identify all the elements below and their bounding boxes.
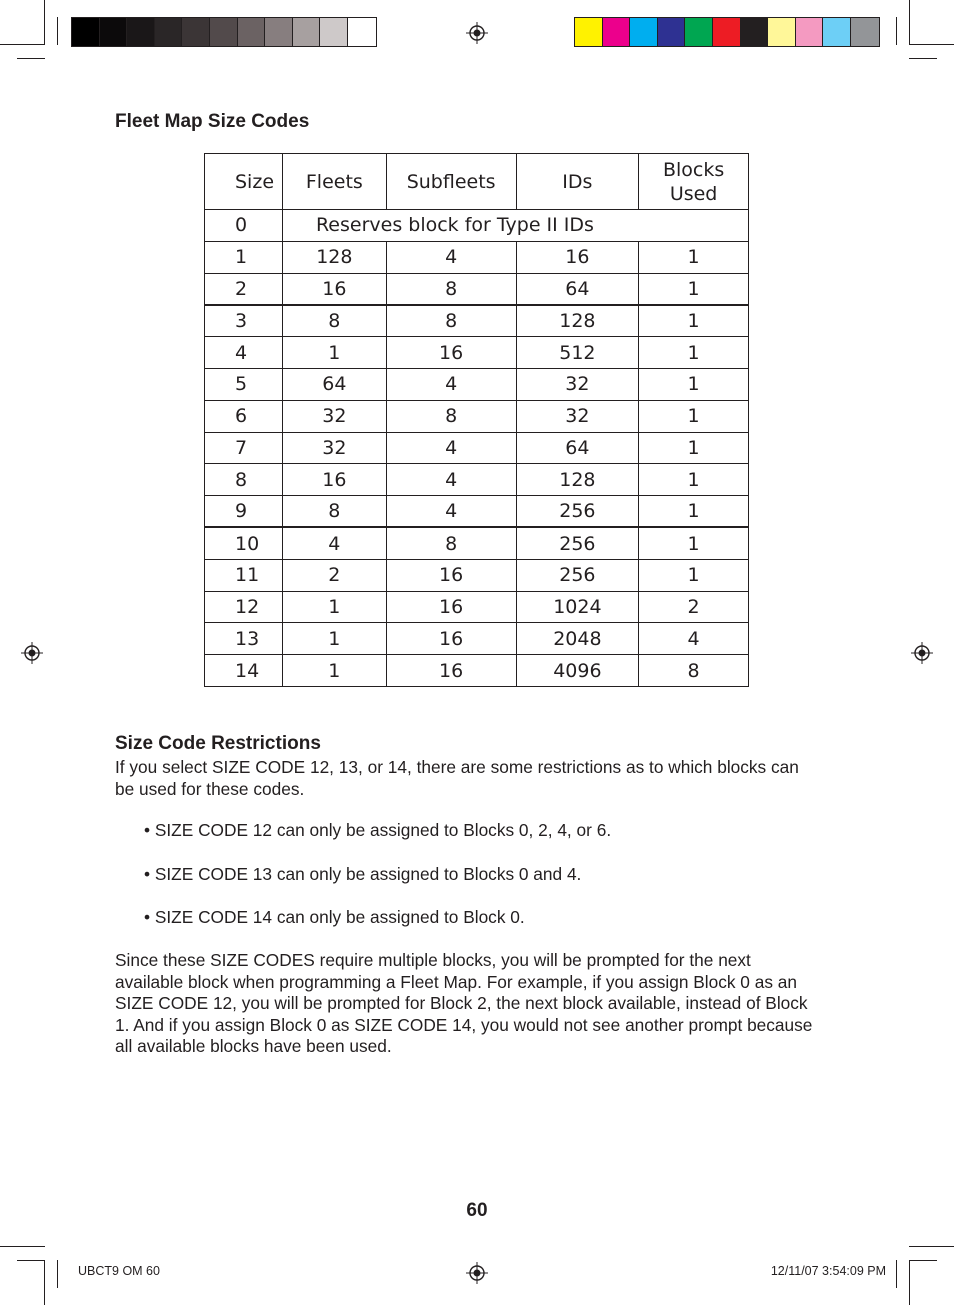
bullet-item: • SIZE CODE 13 can only be assigned to Blocks 0 and 4.: [144, 864, 582, 884]
table-cell: 8: [386, 527, 516, 559]
table-cell: 6: [205, 400, 283, 432]
process-color-bar: [574, 17, 880, 47]
closing-paragraph: [115, 950, 850, 1058]
color-swatch: [100, 18, 128, 46]
table-cell: 256: [516, 527, 639, 559]
table-cell: 8: [386, 273, 516, 305]
color-swatch: [823, 18, 851, 46]
bullet-item: • SIZE CODE 14 can only be assigned to Block 0.: [144, 907, 525, 927]
color-swatch: [155, 18, 183, 46]
color-swatch: [575, 18, 603, 46]
color-swatch: [685, 18, 713, 46]
table-cell: 4: [282, 527, 386, 559]
table-cell: 1: [282, 655, 386, 687]
table-cell: 1: [639, 496, 749, 528]
table-cell: 2: [639, 591, 749, 623]
table-cell: 1: [639, 305, 749, 337]
color-swatch: [603, 18, 631, 46]
table-cell: 16: [386, 591, 516, 623]
table-row: [205, 305, 749, 337]
table-cell: 14: [205, 655, 283, 687]
table-cell: 32: [282, 432, 386, 464]
table-cell: 4: [386, 464, 516, 496]
color-swatch: [713, 18, 741, 46]
table-cell: 1: [639, 241, 749, 273]
table-cell: 8: [386, 400, 516, 432]
table-cell: 10: [205, 527, 283, 559]
paragraph-line: SIZE CODE 12, you will be prompted for Block 2, the next block available, instead of Block: [115, 993, 808, 1013]
table-cell: 3: [205, 305, 283, 337]
color-swatch: [796, 18, 824, 46]
table-cell: 1: [639, 464, 749, 496]
color-swatch: [127, 18, 155, 46]
table-cell: 1024: [516, 591, 639, 623]
paragraph-line: be used for these codes.: [115, 778, 305, 799]
table-cell: 1: [205, 241, 283, 273]
table-cell: 13: [205, 623, 283, 655]
intro-paragraph: [115, 757, 850, 800]
table-cell: 16: [386, 337, 516, 369]
color-swatch: [658, 18, 686, 46]
column-header-blocks-used: [639, 154, 749, 210]
section-heading: Size Code Restrictions: [115, 733, 321, 754]
table-row: [205, 591, 749, 623]
color-swatch: [320, 18, 348, 46]
table-header-row: [205, 154, 749, 210]
paragraph-line: all available blocks have been used.: [115, 1036, 392, 1056]
table-cell: 4: [386, 432, 516, 464]
color-swatch: [210, 18, 238, 46]
table-cell: 1: [639, 400, 749, 432]
column-header-size: Size: [205, 154, 283, 210]
slug-left: UBCT9 OM 60: [78, 1264, 160, 1278]
table-cell: 4: [205, 337, 283, 369]
table-row: [205, 337, 749, 369]
color-swatch: [72, 18, 100, 46]
table-cell: 1: [639, 527, 749, 559]
table-cell: 32: [282, 400, 386, 432]
color-swatch: [741, 18, 769, 46]
table-cell: 32: [516, 400, 639, 432]
table-row: [205, 527, 749, 559]
table-row: [205, 273, 749, 305]
color-swatch: [182, 18, 210, 46]
table-cell: 256: [516, 559, 639, 591]
table-cell: 128: [516, 464, 639, 496]
color-swatch: [851, 18, 879, 46]
table-cell: 4096: [516, 655, 639, 687]
table-cell: 8: [639, 655, 749, 687]
color-swatch: [348, 18, 376, 46]
table-cell: 8: [386, 305, 516, 337]
table-cell: 7: [205, 432, 283, 464]
table-row: [205, 655, 749, 687]
table-row: [205, 210, 749, 242]
table-cell: 16: [516, 241, 639, 273]
paragraph-line: Since these SIZE CODES require multiple blocks, you will be prompted for the next: [115, 950, 751, 970]
table-row: [205, 432, 749, 464]
table-cell: 1: [282, 623, 386, 655]
header-line: Blocks: [662, 158, 725, 181]
registration-mark-icon: [466, 1262, 488, 1284]
table-row: [205, 559, 749, 591]
table-cell: 2048: [516, 623, 639, 655]
header-line: Used: [669, 182, 718, 205]
fleet-map-size-table: [204, 153, 749, 687]
table-cell: 8: [282, 496, 386, 528]
table-cell: 5: [205, 368, 283, 400]
table-cell: 512: [516, 337, 639, 369]
gray-color-bar: [71, 17, 377, 47]
table-cell: 32: [516, 368, 639, 400]
table-cell: 11: [205, 559, 283, 591]
paragraph-line: 1. And if you assign Block 0 as SIZE CODE 14, you would not see another prompt because: [115, 1014, 813, 1035]
table-row: [205, 241, 749, 273]
table-cell: 16: [386, 655, 516, 687]
table-cell: 1: [639, 337, 749, 369]
color-swatch: [768, 18, 796, 46]
table-cell: 9: [205, 496, 283, 528]
table-cell: 4: [639, 623, 749, 655]
table-cell: 12: [205, 591, 283, 623]
table-cell: 1: [282, 591, 386, 623]
table-cell: 2: [282, 559, 386, 591]
bullet-item: • SIZE CODE 12 can only be assigned to Blocks 0, 2, 4, or 6.: [144, 820, 612, 840]
column-header-subfleets: Subfleets: [386, 154, 516, 210]
table-row: [205, 368, 749, 400]
table-cell: 64: [282, 368, 386, 400]
table-cell: 4: [386, 496, 516, 528]
registration-mark-icon: [466, 22, 488, 44]
page-number: 60: [466, 1200, 488, 1221]
color-swatch: [293, 18, 321, 46]
table-row: [205, 464, 749, 496]
table-cell: 2: [205, 273, 283, 305]
table-row: [205, 496, 749, 528]
table-cell: 4: [386, 368, 516, 400]
color-swatch: [630, 18, 658, 46]
table-cell: 8: [205, 464, 283, 496]
table-cell: 128: [282, 241, 386, 273]
column-header-fleets: Fleets: [282, 154, 386, 210]
table-cell: 0: [205, 210, 283, 242]
table-cell: 64: [516, 273, 639, 305]
slug-right: 12/11/07 3:54:09 PM: [770, 1264, 886, 1278]
table-cell: 1: [282, 337, 386, 369]
table-cell: 8: [282, 305, 386, 337]
registration-mark-icon: [21, 642, 43, 664]
registration-mark-icon: [911, 642, 933, 664]
reserved-note: Reserves block for Type II IDs: [282, 210, 748, 242]
table-row: [205, 400, 749, 432]
table-cell: 1: [639, 559, 749, 591]
table-cell: 128: [516, 305, 639, 337]
table-cell: 4: [386, 241, 516, 273]
column-header-ids: IDs: [516, 154, 639, 210]
table-cell: 256: [516, 496, 639, 528]
page-heading: Fleet Map Size Codes: [115, 111, 310, 132]
table-cell: 16: [386, 623, 516, 655]
table-cell: 16: [386, 559, 516, 591]
color-swatch: [238, 18, 266, 46]
table-cell: 16: [282, 464, 386, 496]
paragraph-line: available block when programming a Fleet Map. For example, if you assign Block 0 as an: [115, 971, 797, 992]
table-cell: 1: [639, 368, 749, 400]
color-swatch: [265, 18, 293, 46]
table-cell: 64: [516, 432, 639, 464]
table-cell: 1: [639, 432, 749, 464]
table-cell: 16: [282, 273, 386, 305]
table-cell: 1: [639, 273, 749, 305]
table-row: [205, 623, 749, 655]
paragraph-line: If you select SIZE CODE 12, 13, or 14, there are some restrictions as to which blocks can: [115, 757, 799, 777]
